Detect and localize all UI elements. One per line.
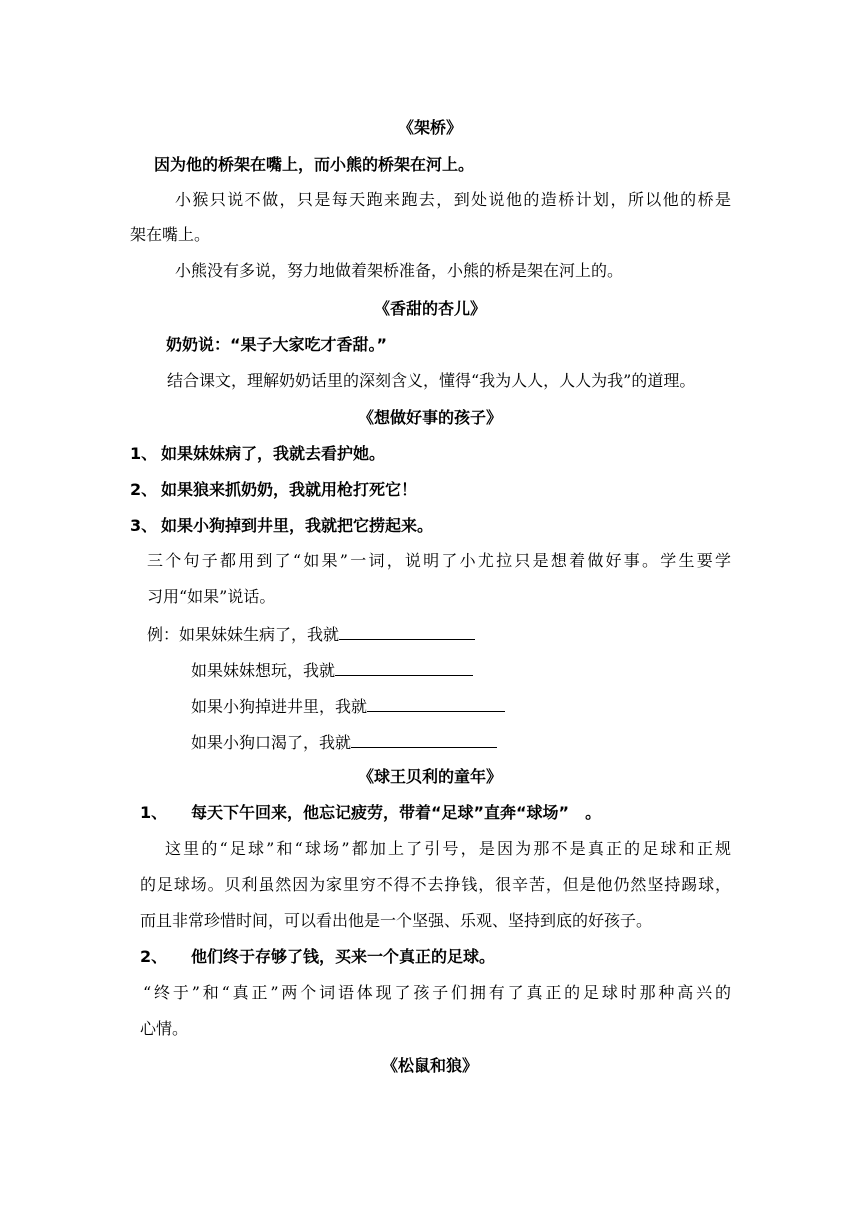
paragraph-line: 心情。 [140, 1019, 189, 1038]
list-item [130, 516, 433, 536]
section-title-jiaqiao: 《架桥》 [397, 118, 462, 137]
example-text: 如果小狗口渴了，我就 [191, 733, 352, 752]
item-number: 1、 [130, 444, 158, 463]
section-title-songshu: 《松鼠和狼》 [381, 1056, 478, 1075]
item-number: 3、 [130, 516, 158, 535]
fill-in-blank[interactable] [367, 695, 505, 712]
item-number: 1、 [140, 803, 168, 822]
example-row [191, 659, 473, 681]
item-text: 如果狼来抓奶奶，我就用枪打死它！ [161, 480, 418, 499]
example-text: 如果小狗掉进井里，我就 [191, 697, 368, 716]
item-text: 如果小狗掉到井里，我就把它捞起来。 [161, 516, 434, 535]
item-text: 每天下午回来，他忘记疲劳，带着“足球”直奔“球场” 。 [191, 803, 602, 822]
section-title-beili: 《球王贝利的童年》 [357, 767, 502, 786]
section-title-xingr: 《香甜的杏儿》 [373, 299, 486, 318]
paragraph-line: 结合课文，理解奶奶话里的深刻含义，懂得“我为人人，人人为我”的道理。 [167, 371, 696, 390]
example-row [147, 623, 475, 645]
paragraph-line: 习用“如果”说话。 [147, 587, 276, 606]
item-text: 他们终于存够了钱，买来一个真正的足球。 [191, 947, 496, 966]
key-sentence-jiaqiao: 因为他的桥架在嘴上，而小熊的桥架在河上。 [154, 155, 475, 174]
section-title-haoshi: 《想做好事的孩子》 [357, 408, 502, 427]
example-row [191, 695, 505, 717]
item-number: 2、 [140, 947, 168, 966]
example-text: 如果妹妹想玩，我就 [191, 661, 336, 680]
paragraph-line: 架在嘴上。 [130, 225, 211, 244]
paragraph-line: 小熊没有多说，努力地做着架桥准备，小熊的桥是架在河上的。 [175, 261, 624, 280]
item-number: 2、 [130, 480, 158, 499]
list-item [140, 803, 601, 823]
paragraph-line: “终于”和“真正”两个词语体现了孩子们拥有了真正的足球时那种高兴的 [143, 983, 731, 1002]
key-sentence-xingr: 奶奶说：“果子大家吃才香甜。” [166, 335, 388, 354]
example-text: 例：如果妹妹生病了，我就 [147, 625, 340, 644]
paragraph-line: 三个句子都用到了“如果”一词，说明了小尤拉只是想着做好事。学生要学 [147, 551, 731, 570]
list-item [130, 444, 385, 464]
paragraph-line: 小猴只说不做，只是每天跑来跑去，到处说他的造桥计划，所以他的桥是 [175, 190, 731, 209]
paragraph-line: 而且非常珍惜时间，可以看出他是一个坚强、乐观、坚持到底的好孩子。 [140, 911, 653, 930]
fill-in-blank[interactable] [339, 623, 475, 640]
item-text: 如果妹妹病了，我就去看护她。 [161, 444, 386, 463]
list-item [140, 947, 495, 967]
fill-in-blank[interactable] [351, 731, 497, 748]
paragraph-line: 的足球场。贝利虽然因为家里穷不得不去挣钱，很辛苦，但是他仍然坚持踢球， [140, 875, 731, 894]
fill-in-blank[interactable] [335, 659, 473, 676]
example-row [191, 731, 497, 753]
paragraph-line: 这里的“足球”和“球场”都加上了引号，是因为那不是真正的足球和正规 [165, 839, 731, 858]
list-item [130, 480, 417, 500]
